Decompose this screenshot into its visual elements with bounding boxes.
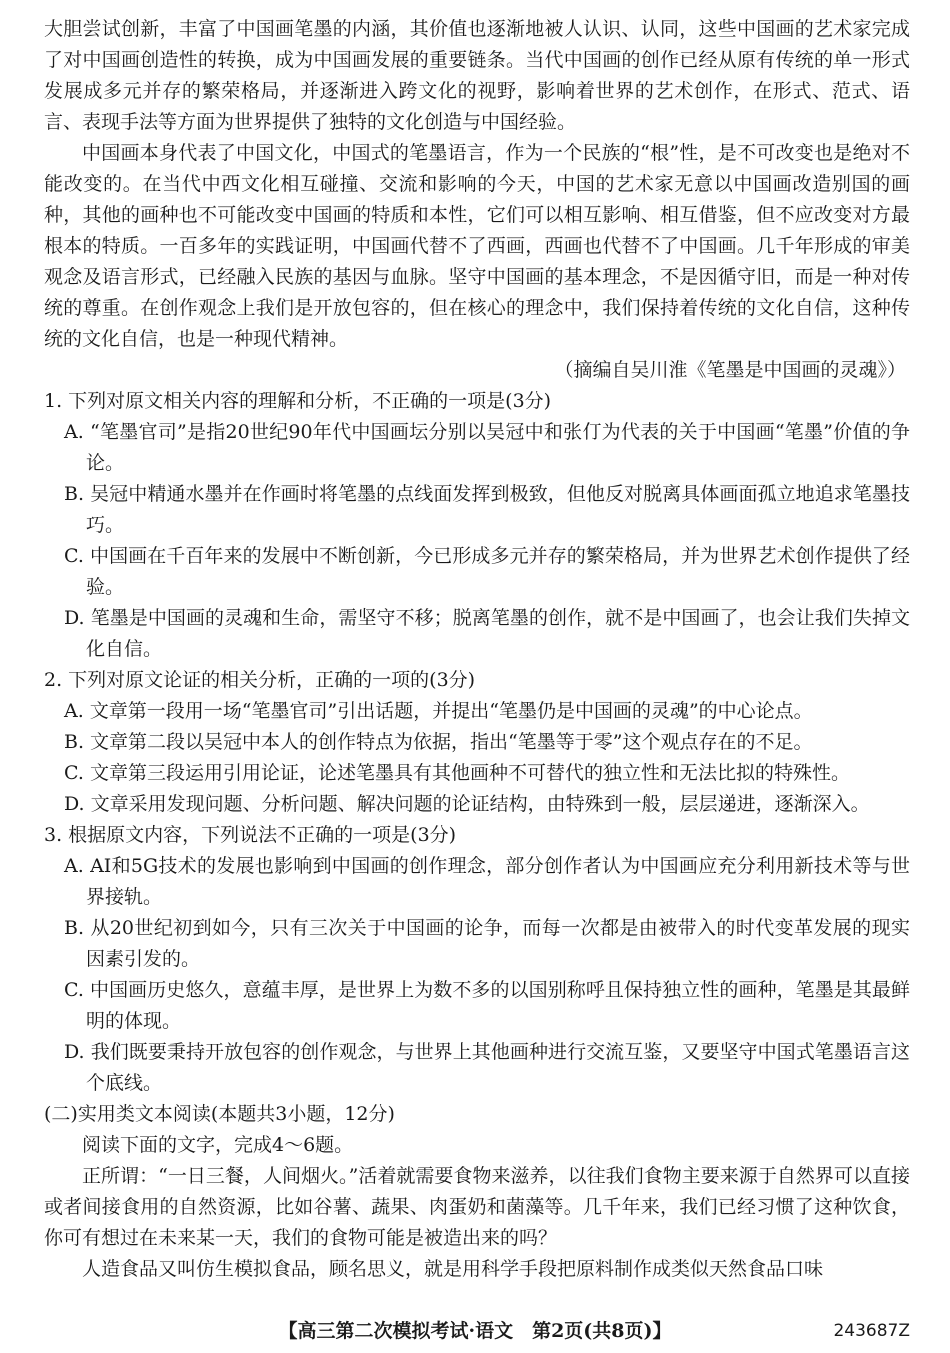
question-2-option-a: A. 文章第一段用一场“笔墨官司”引出话题，并提出“笔墨仍是中国画的灵魂”的中心论点。 (64, 700, 813, 722)
question-3-option-a: A. AI和5G技术的发展也影响到中国画的创作理念，部分创作者认为中国画应充分利用新技术等与世界接轨。 (64, 855, 910, 908)
question-1 (44, 386, 910, 665)
question-2-stem: 2. 下列对原文论证的相关分析，正确的一项的(3分) (44, 669, 476, 691)
question-2 (44, 665, 910, 820)
question-1-option-c: C. 中国画在千百年来的发展中不断创新，今已形成多元并存的繁荣格局，并为世界艺术创作提供了经验。 (64, 545, 910, 598)
question-1-option-a: A. “笔墨官司”是指20世纪90年代中国画坛分别以吴冠中和张仃为代表的关于中国画“笔墨”价值的争论。 (64, 421, 910, 474)
section-2-paragraph-2: 人造食品又叫仿生模拟食品，顾名思义，就是用科学手段把原料制作成类似天然食品口味 (82, 1258, 824, 1280)
section-2-heading: (二)实用类文本阅读(本题共3小题，12分) (44, 1103, 395, 1125)
question-3-option-b: B. 从20世纪初到如今，只有三次关于中国画的论争，而每一次都是由被带入的时代变革发展的现实因素引发的。 (64, 917, 910, 970)
question-3 (44, 820, 910, 1099)
question-1-option-b: B. 吴冠中精通水墨并在作画时将笔墨的点线面发挥到极致，但他反对脱离具体画面孤立地追求笔墨技巧。 (64, 483, 910, 536)
question-2-option-b: B. 文章第二段以吴冠中本人的创作特点为依据，指出“笔墨等于零”这个观点存在的不足。 (64, 731, 813, 753)
footer-code: 243687Z (833, 1321, 910, 1341)
question-2-option-d: D. 文章采用发现问题、分析问题、解决问题的论证结构，由特殊到一般，层层递进，逐渐深入。 (64, 793, 870, 815)
question-3-option-d: D. 我们既要秉持开放包容的创作观念，与世界上其他画种进行交流互鉴，又要坚守中国式笔墨语言这个底线。 (64, 1041, 910, 1094)
passage-source: （摘编自吴川淮《笔墨是中国画的灵魂》） (554, 359, 906, 381)
passage-paragraph-1: 大胆尝试创新，丰富了中国画笔墨的内涵，其价值也逐渐地被人认识、认同，这些中国画的艺术家完成了对中国画创造性的转换，成为中国画发展的重要链条。当代中国画的创作已经从原有传统的单一形式发展成多元并存的繁荣格局，并逐渐进入跨文化的视野，影响着世界的艺术创作，在形式、范式、语言、表现手法等方面为世界提供了独特的文化创造与中国经验。 (44, 18, 910, 133)
question-3-stem: 3. 根据原文内容，下列说法不正确的一项是(3分) (44, 824, 457, 846)
question-1-stem: 1. 下列对原文相关内容的理解和分析，不正确的一项是(3分) (44, 390, 552, 412)
section-2-instruction: 阅读下面的文字，完成4～6题。 (82, 1134, 354, 1156)
footer-title: 【高三第二次模拟考试·语文 第2页(共8页)】 (278, 1320, 672, 1342)
section-2-paragraph-1: 正所谓：“一日三餐，人间烟火。”活着就需要食物来滋养，以往我们食物主要来源于自然界可以直接或者间接食用的自然资源，比如谷薯、蔬果、肉蛋奶和菌藻等。几千年来，我们已经习惯了这种饮食，你可有想过在未来某一天，我们的食物可能是被造出来的吗？ (44, 1165, 910, 1249)
page-footer (0, 1316, 950, 1346)
document-page (44, 14, 910, 1285)
passage-paragraph-2: 中国画本身代表了中国文化，中国式的笔墨语言，作为一个民族的“根”性，是不可改变也是绝对不能改变的。在当代中西文化相互碰撞、交流和影响的今天，中国的艺术家无意以中国画改造别国的画种，其他的画种也不可能改变中国画的特质和本性，它们可以相互影响、相互借鉴，但不应改变对方最根本的特质。一百多年的实践证明，中国画代替不了西画，西画也代替不了中国画。几千年形成的审美观念及语言形式，已经融入民族的基因与血脉。坚守中国画的基本理念，不是因循守旧，而是一种对传统的尊重。在创作观念上我们是开放包容的，但在核心的理念中，我们保持着传统的文化自信，这种传统的文化自信，也是一种现代精神。 (44, 142, 910, 350)
section-2 (44, 1099, 910, 1285)
question-1-option-d: D. 笔墨是中国画的灵魂和生命，需坚守不移；脱离笔墨的创作，就不是中国画了，也会让我们失掉文化自信。 (64, 607, 910, 660)
question-3-option-c: C. 中国画历史悠久，意蕴丰厚，是世界上为数不多的以国别称呼且保持独立性的画种，笔墨是其最鲜明的体现。 (64, 979, 910, 1032)
question-2-option-c: C. 文章第三段运用引用论证，论述笔墨具有其他画种不可替代的独立性和无法比拟的特殊性。 (64, 762, 850, 784)
